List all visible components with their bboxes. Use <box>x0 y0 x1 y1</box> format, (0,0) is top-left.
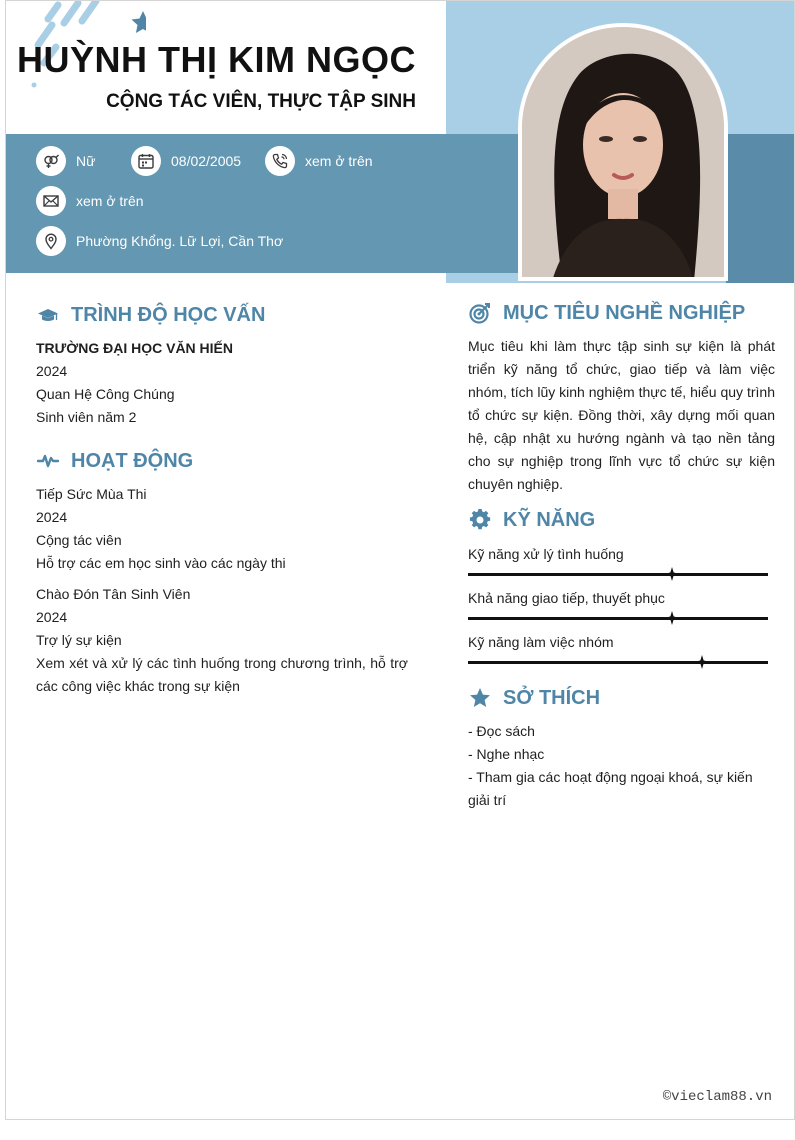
profile-photo <box>518 23 728 281</box>
contact-band-edge <box>726 134 795 283</box>
education-title: TRÌNH ĐỘ HỌC VẤN <box>71 303 266 326</box>
education-status: Sinh viên năm 2 <box>36 409 137 425</box>
hobby-item: - Đọc sách <box>468 723 535 739</box>
education-major: Quan Hệ Công Chúng <box>36 386 175 402</box>
candidate-role: CỘNG TÁC VIÊN, THỰC TẬP SINH <box>106 91 416 112</box>
activity-2-role: Trợ lý sự kiện <box>36 632 122 648</box>
phone-row <box>265 146 373 176</box>
address-row <box>36 226 283 256</box>
heartbeat-icon <box>36 449 60 473</box>
gender-text: Nữ <box>76 153 96 169</box>
activity-1-name: Tiếp Sức Mùa Thi <box>36 486 147 502</box>
gender-icon <box>36 146 66 176</box>
calendar-icon <box>131 146 161 176</box>
watermark: ©vieclam88.vn <box>662 1089 772 1105</box>
hobby-item: - Tham gia các hoạt động ngoại khoá, sự kiến giải trí <box>468 769 753 808</box>
phone-text: xem ở trên <box>305 153 373 169</box>
hobbies-heading <box>468 686 600 710</box>
skill-2-bar <box>468 617 768 620</box>
skill-3-bar <box>468 661 768 664</box>
gear-icon <box>468 508 492 532</box>
skill-1-marker <box>665 567 679 581</box>
skill-2-marker <box>665 611 679 625</box>
skill-3-label: Kỹ năng làm việc nhóm <box>468 634 614 650</box>
activity-1-role: Cộng tác viên <box>36 532 122 548</box>
portrait-image <box>522 27 724 281</box>
graduation-cap-icon <box>36 303 60 327</box>
birthdate-text: 08/02/2005 <box>171 153 242 169</box>
school-name: TRƯỜNG ĐẠI HỌC VĂN HIẾN <box>36 340 234 356</box>
skill-3-marker <box>695 655 709 669</box>
activity-1-description: Hỗ trợ các em học sinh vào các ngày thi <box>36 555 286 571</box>
email-row <box>36 186 144 216</box>
cv-page <box>5 0 795 1120</box>
activities-heading <box>36 449 193 473</box>
email-text: xem ở trên <box>76 193 144 209</box>
skill-1-bar <box>468 573 768 576</box>
skills-heading <box>468 508 595 532</box>
education-heading <box>36 303 265 327</box>
activity-2-year: 2024 <box>36 609 68 625</box>
activity-1-year: 2024 <box>36 509 68 525</box>
target-icon <box>468 301 492 325</box>
location-pin-icon <box>36 226 66 256</box>
objective-text: Mục tiêu khi làm thực tập sinh sự kiện là phát triển kỹ năng tổ chức, giao tiếp và làm việc nhóm, tích lũy kinh nghiệm thực tế, hiểu quy trình tổ chức sự kiện. Đồng thời, xây dựng mối quan hệ, cập nhật xu hướng ngành và tạo nền tảng cho sự nghiệp trong lĩnh vực tổ chức sự kiện chuyên nghiệp. <box>468 338 775 492</box>
objective-heading <box>468 301 745 325</box>
phone-icon <box>265 146 295 176</box>
email-icon <box>36 186 66 216</box>
birthdate-row <box>131 146 241 176</box>
skill-1-label: Kỹ năng xử lý tình huống <box>468 546 624 562</box>
activity-2-description: Xem xét và xử lý các tình huống trong chương trình, hỗ trợ các công việc khác trong sự kiện <box>36 655 408 694</box>
education-year: 2024 <box>36 363 68 379</box>
hobbies-title: SỞ THÍCH <box>503 686 601 709</box>
hobby-item: - Nghe nhạc <box>468 746 545 762</box>
activities-title: HOẠT ĐỘNG <box>71 449 194 472</box>
activity-2-name: Chào Đón Tân Sinh Viên <box>36 586 191 602</box>
star-icon <box>468 686 492 710</box>
address-text: Phường Khổng. Lữ Lợi, Cần Thơ <box>76 233 284 249</box>
candidate-name: HUỲNH THỊ KIM NGỌC <box>17 39 416 80</box>
gender-row <box>36 146 95 176</box>
objective-title: MỤC TIÊU NGHỀ NGHIỆP <box>503 301 746 324</box>
skills-title: KỸ NĂNG <box>503 508 596 531</box>
skill-2-label: Khả năng giao tiếp, thuyết phục <box>468 590 665 606</box>
